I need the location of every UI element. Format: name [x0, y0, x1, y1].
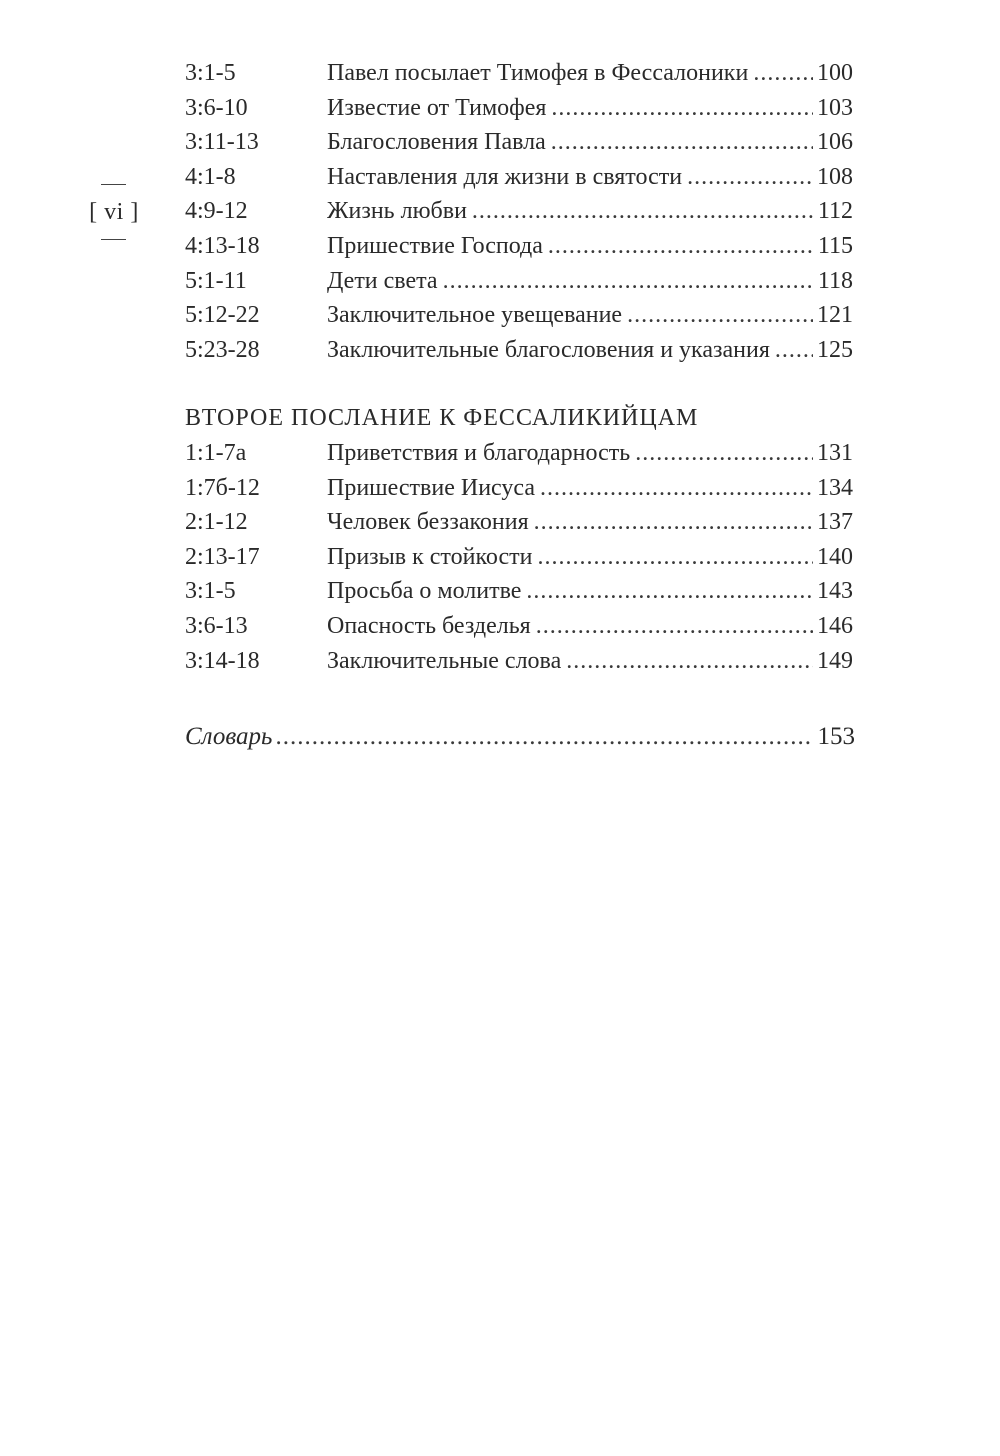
- dot-leader: [687, 160, 813, 195]
- dot-leader: [635, 436, 813, 471]
- dot-leader: [548, 229, 814, 264]
- toc-entry-page: 149: [817, 647, 853, 674]
- toc-entry-ref: 3:1-5: [185, 578, 236, 605]
- dot-leader: [775, 333, 813, 368]
- dot-leader: [753, 56, 813, 91]
- toc-entry[interactable]: [185, 125, 853, 160]
- toc-entry[interactable]: [185, 644, 853, 679]
- page-number: [ vi ]: [89, 199, 139, 225]
- dot-leader: [551, 125, 813, 160]
- toc-entry-ref: 2:1-12: [185, 509, 248, 536]
- toc-part1: [185, 56, 853, 367]
- toc-entry-title: Опасность безделья: [327, 612, 531, 639]
- dot-leader: [443, 264, 814, 299]
- toc-entry-title: Павел посылает Тимофея в Фессалоники: [327, 60, 749, 86]
- toc-entry-ref: 1:7б-12: [185, 474, 260, 501]
- toc-entry-ref: 5:23-28: [185, 336, 260, 363]
- toc-entry-title: Пришествие Господа: [327, 232, 543, 259]
- toc-entry-page: 137: [817, 509, 853, 536]
- toc-entry-title: Просьба о молитве: [327, 578, 522, 605]
- toc-entry[interactable]: [185, 609, 853, 644]
- toc-entry-page: 115: [817, 232, 853, 259]
- toc-entry[interactable]: [185, 436, 853, 471]
- toc-entry-page: 121: [817, 302, 853, 329]
- toc-entry-title: Заключительные благословения и указания: [327, 336, 770, 363]
- toc-entry-page: 140: [817, 543, 853, 570]
- toc-entry[interactable]: [185, 264, 853, 299]
- toc-entry[interactable]: [185, 160, 853, 195]
- toc-entry-title: Пришествие Иисуса: [327, 474, 535, 501]
- toc-entry-ref: 4:9-12: [185, 198, 248, 225]
- toc-entry-ref: 4:13-18: [185, 232, 260, 259]
- glossary-page: 153: [817, 723, 855, 750]
- toc-entry-ref: 5:12-22: [185, 302, 260, 329]
- toc-entry[interactable]: [185, 229, 853, 264]
- page-marker-bottom-rule: [101, 239, 126, 240]
- toc-entry[interactable]: [185, 574, 853, 609]
- toc-entry-ref: 1:1-7а: [185, 440, 247, 466]
- toc-entry[interactable]: [185, 471, 853, 506]
- toc-entry-ref: 3:6-13: [185, 612, 248, 639]
- toc-entry-title: Наставления для жизни в святости: [327, 163, 683, 190]
- toc-entry-ref: 4:1-8: [185, 163, 236, 190]
- toc-entry-ref: 3:14-18: [185, 647, 260, 674]
- dot-leader: [534, 505, 813, 540]
- toc-entry-page: 134: [817, 474, 853, 501]
- toc-entry-page: 100: [817, 60, 853, 86]
- toc-entry[interactable]: [185, 333, 853, 368]
- dot-leader: [472, 194, 814, 229]
- dot-leader: [537, 540, 813, 575]
- toc-entry-page: 143: [817, 578, 853, 605]
- dot-leader: [627, 298, 813, 333]
- toc-entry-title: Жизнь любви: [327, 198, 467, 225]
- dot-leader: [540, 471, 813, 506]
- toc-part1-list: [185, 56, 853, 367]
- dot-leader: [526, 574, 813, 609]
- toc-part2-list: [185, 436, 853, 678]
- toc-entry-ref: 2:13-17: [185, 543, 260, 570]
- toc-entry[interactable]: [185, 91, 853, 126]
- toc-entry-title: Известие от Тимофея: [327, 94, 547, 121]
- dot-leader: [275, 720, 811, 754]
- toc-entry[interactable]: [185, 194, 853, 229]
- dot-leader: [551, 91, 813, 126]
- glossary-entry[interactable]: [185, 720, 855, 754]
- toc-entry-ref: 3:1-5: [185, 60, 236, 86]
- toc-entry[interactable]: [185, 56, 853, 91]
- toc-entry[interactable]: [185, 505, 853, 540]
- toc-entry-title: Дети света: [327, 267, 438, 294]
- toc-entry-title: Заключительные слова: [327, 647, 562, 674]
- glossary-title: Словарь: [185, 723, 273, 750]
- toc-part2: [185, 436, 853, 678]
- toc-entry-page: 125: [817, 336, 853, 363]
- toc-entry-page: 106: [817, 129, 853, 156]
- section-heading: ВТОРОЕ ПОСЛАНИЕ К ФЕССАЛИКИЙЦАМ: [185, 405, 699, 431]
- toc-entry-title: Благословения Павла: [327, 129, 546, 156]
- toc-entry[interactable]: [185, 540, 853, 575]
- toc-entry-page: 118: [817, 267, 853, 294]
- toc-entry-page: 112: [817, 198, 853, 225]
- toc-entry-page: 131: [817, 440, 853, 466]
- toc-entry-ref: 3:11-13: [185, 129, 259, 156]
- toc-entry-ref: 3:6-10: [185, 94, 248, 121]
- toc-entry-title: Заключительное увещевание: [327, 302, 623, 329]
- dot-leader: [536, 609, 813, 644]
- toc-entry-title: Человек беззакония: [327, 509, 529, 536]
- toc-entry-page: 108: [817, 163, 853, 190]
- toc-entry[interactable]: [185, 298, 853, 333]
- page-marker-top-rule: [101, 184, 126, 185]
- toc-entry-page: 146: [817, 612, 853, 639]
- page-number-value: vi: [104, 199, 124, 225]
- toc-entry-ref: 5:1-11: [185, 267, 247, 294]
- page-number-marker: [86, 176, 142, 250]
- dot-leader: [566, 644, 813, 679]
- toc-entry-page: 103: [817, 94, 853, 121]
- toc-entry-title: Призыв к стойкости: [327, 543, 533, 570]
- toc-entry-title: Приветствия и благодарность: [327, 440, 631, 466]
